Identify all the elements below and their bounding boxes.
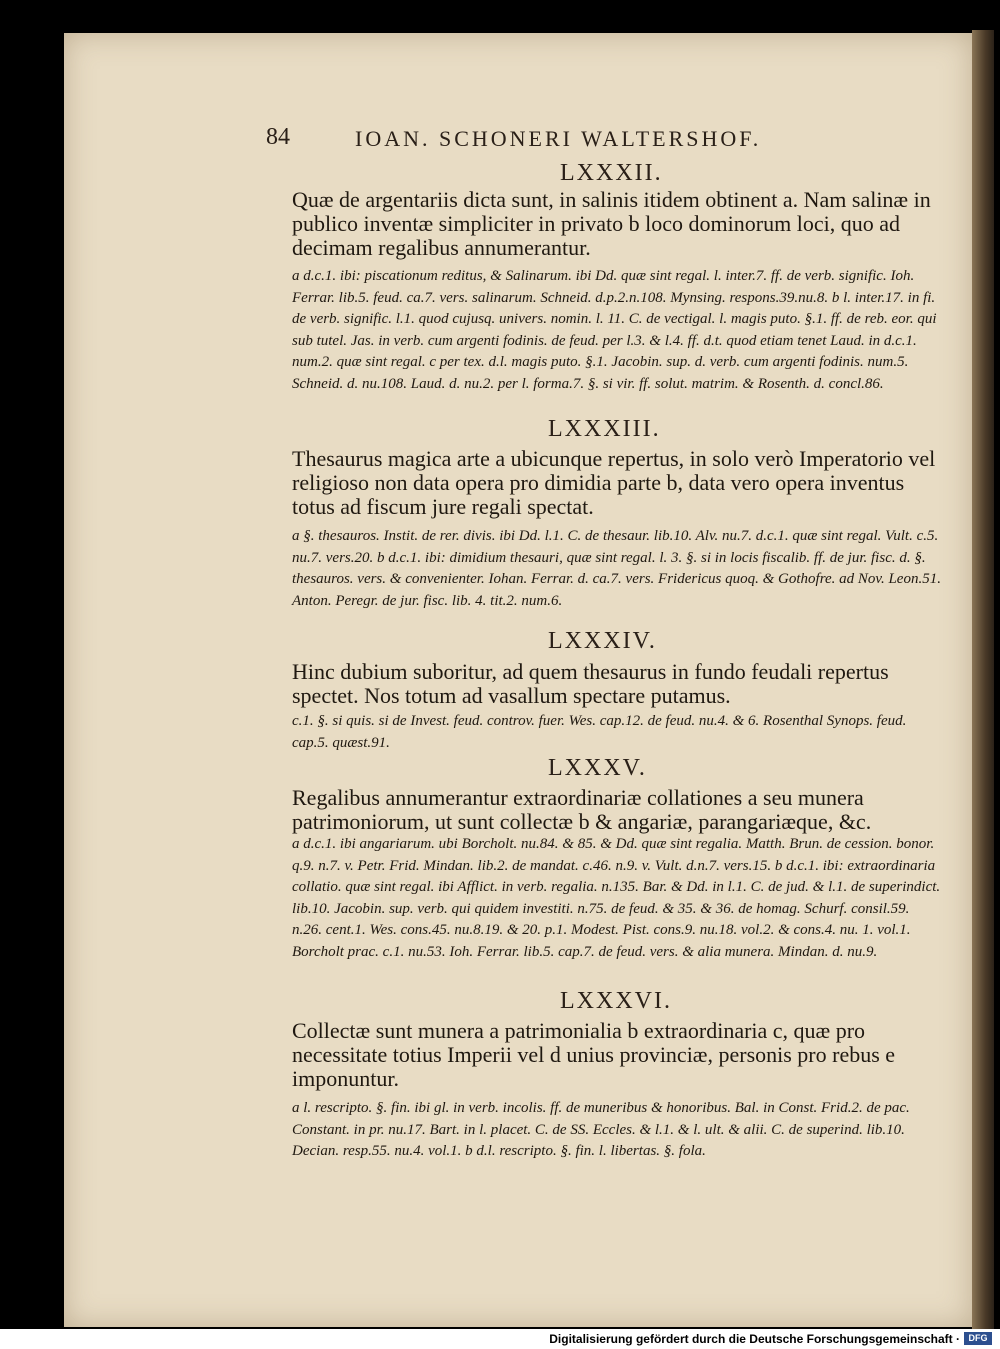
section-heading: LXXXV. (548, 755, 647, 781)
page-number: 84 (266, 124, 290, 150)
section-notes: a §. thesauros. Instit. de rer. divis. ibi Dd. l.1. C. de thesaur. lib.10. Alv. nu.7. d.c.1. quæ sint regal. Vult. c.5. nu.7. vers.20. b d.c.1. ibi: dimidium thesauri, quæ sint regal. l. 3. §. si in locis fiscalib. ff. de jur. fisc. d. §. thesauros. vers. & convenienter. Iohan. Ferrar. d. ca.7. vers. Fridericus quoq. & Gothofre. ad Nov. Leon.51. Anton. Peregr. de jur. fisc. lib. 4. tit.2. num.6. (292, 528, 941, 609)
section-body: Thesaurus magica arte a ubicunque repertus, in solo verò Imperatorio vel religioso non data opera pro dimidia parte b, data vero opera inventus totus ad fiscum jure regali spectat. (292, 446, 936, 519)
section-heading: LXXXVI. (560, 988, 672, 1014)
section-notes: a d.c.1. ibi angariarum. ubi Borcholt. nu.84. & 85. & Dd. quæ sint regalia. Matth. Brun. de cession. bonor. q.9. n.7. v. Petr. Frid. Mindan. lib.2. de mandat. c.46. n.9. v. Vult. d.n.7. vers.15. b d.c.1. ibi: extraordinaria collatio. quæ sint regal. ibi Afflict. in verb. regalia. n.135. Bar. & Dd. in l.1. C. de jud. & l.1. de superindict. lib.10. Jacobin. sup. verb. qui quidem investiti. n.75. de feud. & 35. & 36. de homag. Schurf. consil.59. n.26. cent.1. Wes. cons.45. nu.8.19. & 20. p.1. Modest. Pist. cons.9. nu.18. vol.2. & cons.4. nu. 1. vol.1. Borcholt prac. c.1. nu.53. Ioh. Ferrar. lib.5. cap.7. de feud. vers. & alia munera. Mindan. d. nu.9. (292, 836, 941, 960)
section-notes: a d.c.1. ibi: piscationum reditus, & Salinarum. ibi Dd. quæ sint regal. l. inter.7. ff. de verb. signific. Ioh. Ferrar. lib.5. feud. ca.7. vers. salinarum. Schneid. d.p.2.n.108. Mynsing. respons.39.nu.8. b l. inter.17. in fi. de verb. signific. l.1. quod cujusq. univers. nomin. l. 11. C. de vectigal. l. magis puto. §.1. ff. de reb. eor. qui sub tutel. Jas. in verb. cum argenti fodinis. de feud. per l.3. & l.4. ff. d.t. quod etiam tenet Laud. in d.c.1. num.2. quæ sint regal. c per tex. d.l. magis puto. §.1. Jacobin. sup. d. verb. cum argenti fodinis. num.5. Schneid. d. nu.108. Laud. d. nu.2. per l. forma.7. §. si vir. ff. solut. matrim. & Rosenth. d. concl.86. (292, 268, 937, 392)
section-body: Quæ de argentariis dicta sunt, in salinis itidem obtinent a. Nam salinæ in publico inventæ simpliciter in privato b loco dominorum loci, quo ad decimam regalibus annumerantur. (292, 187, 931, 260)
section-heading: LXXXII. (560, 160, 663, 186)
section-notes: a l. rescripto. §. fin. ibi gl. in verb. incolis. ff. de muneribus & honoribus. Bal. in Const. Frid.2. de pac. Constant. in pr. nu.17. Bart. in l. placet. C. de SS. Eccles. & l.1. & l. ult. & alii. C. de superind. lib.10. Decian. resp.55. nu.4. vol.1. b d.l. rescripto. §. fin. l. libertas. §. fola. (292, 1100, 910, 1159)
section-heading: LXXXIII. (548, 416, 661, 442)
section-heading: LXXXIV. (548, 628, 657, 654)
section-body: Collectæ sunt munera a patrimonialia b extraordinaria c, quæ pro necessitate totius Imperii vel d unius provinciæ, personis pro rebus e imponuntur. (292, 1018, 896, 1091)
running-title: IOAN. SCHONERI WALTERSHOF. (355, 126, 762, 151)
section-body: Hinc dubium suboritur, ad quem thesaurus in fundo feudali repertus spectet. Nos totum ad vasallum spectare putamus. (292, 659, 889, 708)
section-notes: c.1. §. si quis. si de Invest. feud. controv. fuer. Wes. cap.12. de feud. nu.4. & 6. Rosenthal Synops. feud. cap.5. quæst.91. (292, 713, 907, 751)
dfg-logo: DFG (964, 1332, 992, 1345)
footer-bar (0, 1329, 1000, 1349)
section-body: Regalibus annumerantur extraordinariæ collationes a seu munera patrimoniorum, ut sunt collectæ b & angariæ, parangariæque, &c. (292, 785, 872, 834)
book-gutter (972, 30, 994, 1330)
funding-credit: Digitalisierung gefördert durch die Deutsche Forschungsgemeinschaft · (549, 1332, 960, 1346)
